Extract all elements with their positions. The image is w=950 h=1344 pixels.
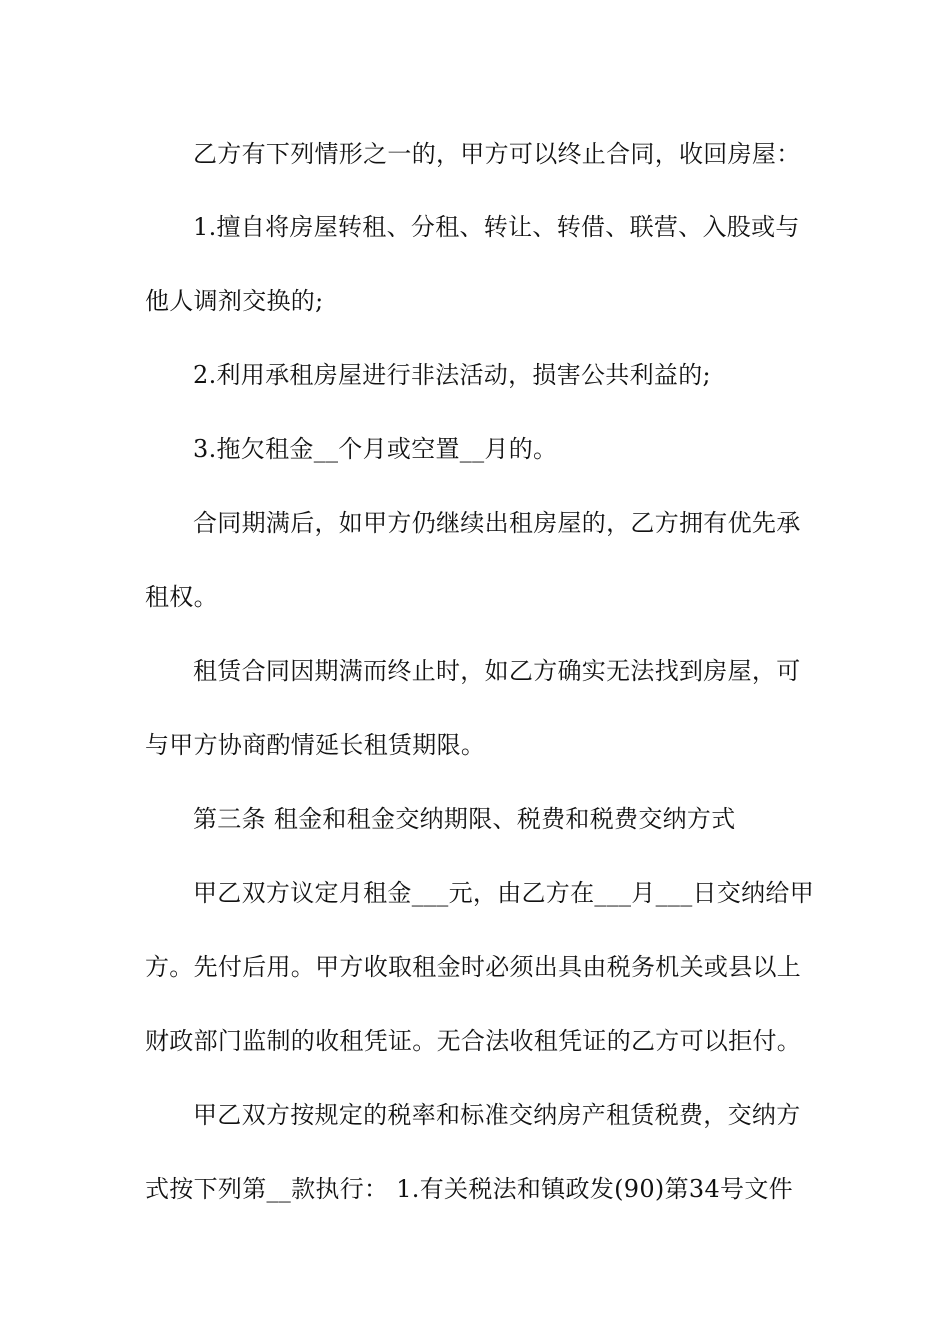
paragraph-renewal-line-2: 租权。 xyxy=(145,583,218,611)
clause-1-line-1: 1.擅自将房屋转租、分租、转让、转借、联营、入股或与 xyxy=(193,213,800,241)
paragraph-rent-line-2: 方。先付后用。甲方收取租金时必须出具由税务机关或县以上 xyxy=(145,953,802,981)
paragraph-rent-line-1: 甲乙双方议定月租金___元，由乙方在___月___日交纳给甲 xyxy=(193,879,814,907)
article-3-heading: 第三条 租金和租金交纳期限、税费和税费交纳方式 xyxy=(193,805,736,833)
paragraph-extension-line-2: 与甲方协商酌情延长租赁期限。 xyxy=(145,731,486,759)
paragraph-tax-line-1: 甲乙双方按规定的税率和标准交纳房产租赁税费，交纳方 xyxy=(193,1101,801,1129)
paragraph-rent-line-3: 财政部门监制的收租凭证。无合法收租凭证的乙方可以拒付。 xyxy=(145,1027,802,1055)
clause-2: 2.利用承租房屋进行非法活动，损害公共利益的; xyxy=(193,361,711,389)
paragraph-tax-line-2: 式按下列第__款执行： 1.有关税法和镇政发(90)第34号文件 xyxy=(145,1175,793,1203)
clause-3: 3.拖欠租金__个月或空置__月的。 xyxy=(193,435,558,463)
paragraph-extension-line-1: 租赁合同因期满而终止时，如乙方确实无法找到房屋，可 xyxy=(193,657,801,685)
paragraph-renewal-line-1: 合同期满后，如甲方仍继续出租房屋的，乙方拥有优先承 xyxy=(193,509,801,537)
paragraph-termination-intro: 乙方有下列情形之一的，甲方可以终止合同，收回房屋： xyxy=(193,140,801,168)
clause-1-line-2: 他人调剂交换的; xyxy=(145,287,324,315)
